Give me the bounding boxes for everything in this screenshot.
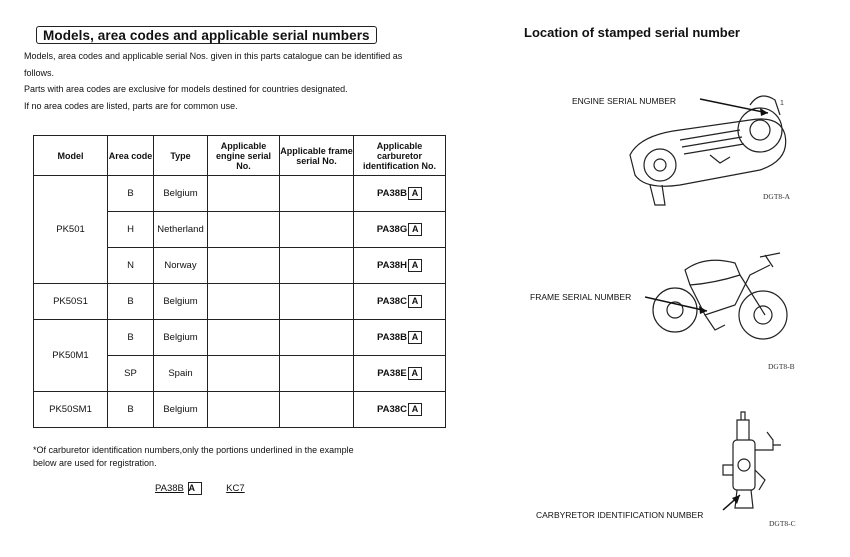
models-table bbox=[33, 135, 446, 428]
type-cell: Belgium bbox=[154, 284, 208, 320]
frame-serial-cell bbox=[280, 212, 354, 248]
carb-box: A bbox=[408, 259, 422, 272]
svg-text:1: 1 bbox=[780, 100, 784, 107]
carb-cell bbox=[354, 248, 446, 284]
carb-id: PA38H bbox=[377, 260, 407, 272]
type-cell: Belgium bbox=[154, 176, 208, 212]
frame-serial-cell bbox=[280, 320, 354, 356]
left-section bbox=[24, 26, 484, 114]
carb-id: PA38E bbox=[377, 368, 407, 380]
header-area-code: Area code bbox=[108, 136, 154, 176]
header-carburetor-id: Applicable carburetor identification No. bbox=[354, 136, 446, 176]
area-cell: H bbox=[108, 212, 154, 248]
carb-id: PA38C bbox=[377, 296, 407, 308]
footnote bbox=[33, 444, 413, 470]
section-heading: Models, area codes and applicable serial numbers bbox=[36, 26, 377, 44]
frame-serial-cell bbox=[280, 284, 354, 320]
carb-box: A bbox=[408, 403, 422, 416]
table-row bbox=[34, 392, 446, 428]
carb-id-label: CARBYRETOR IDENTIFICATION NUMBER bbox=[536, 510, 704, 520]
engine-serial-cell bbox=[208, 392, 280, 428]
frame-serial-cell bbox=[280, 248, 354, 284]
registration-example bbox=[155, 482, 245, 495]
footnote-line-1: *Of carburetor identification numbers,only the portions underlined in the example bbox=[33, 445, 354, 455]
header-type: Type bbox=[154, 136, 208, 176]
frame-serial-cell bbox=[280, 356, 354, 392]
type-cell: Spain bbox=[154, 356, 208, 392]
type-cell: Netherland bbox=[154, 212, 208, 248]
frame-serial-cell bbox=[280, 176, 354, 212]
carb-box: A bbox=[408, 187, 422, 200]
model-cell: PK50M1 bbox=[34, 320, 108, 392]
type-cell: Belgium bbox=[154, 392, 208, 428]
carb-cell bbox=[354, 176, 446, 212]
carb-box: A bbox=[408, 367, 422, 380]
intro-text bbox=[24, 48, 484, 114]
intro-line-3: Parts with area codes are exclusive for models destined for countries designated. bbox=[24, 84, 348, 94]
area-cell: B bbox=[108, 392, 154, 428]
intro-line-1: Models, area codes and applicable serial Nos. given in this parts catalogue can be identified as bbox=[24, 51, 403, 61]
carb-cell bbox=[354, 356, 446, 392]
carb-cell bbox=[354, 392, 446, 428]
intro-line-4: If no area codes are listed, parts are for common use. bbox=[24, 100, 238, 111]
carb-id: PA38C bbox=[377, 404, 407, 416]
frame-serial-cell bbox=[280, 392, 354, 428]
engine-serial-cell bbox=[208, 284, 280, 320]
table-row bbox=[34, 320, 446, 356]
area-cell: SP bbox=[108, 356, 154, 392]
table-row bbox=[34, 284, 446, 320]
engine-figure-code: DGT8-A bbox=[763, 192, 791, 201]
footnote-line-2: below are used for registration. bbox=[33, 458, 157, 468]
area-cell: B bbox=[108, 320, 154, 356]
model-cell: PK50SM1 bbox=[34, 392, 108, 428]
example-part-1: PA38B bbox=[155, 483, 184, 495]
carb-id: PA38B bbox=[377, 332, 407, 344]
carb-box: A bbox=[408, 223, 422, 236]
carb-box: A bbox=[408, 295, 422, 308]
carb-id: PA38G bbox=[376, 224, 408, 236]
header-engine-serial: Applicable engine serial No. bbox=[208, 136, 280, 176]
type-cell: Norway bbox=[154, 248, 208, 284]
table-header-row bbox=[34, 136, 446, 176]
engine-serial-cell bbox=[208, 176, 280, 212]
example-part-2: KC7 bbox=[226, 483, 245, 495]
engine-serial-cell bbox=[208, 356, 280, 392]
engine-serial-cell bbox=[208, 212, 280, 248]
engine-illustration bbox=[620, 85, 800, 215]
frame-serial-label: FRAME SERIAL NUMBER bbox=[530, 292, 632, 302]
area-cell: N bbox=[108, 248, 154, 284]
model-cell: PK50S1 bbox=[34, 284, 108, 320]
area-cell: B bbox=[108, 176, 154, 212]
intro-line-2: follows. bbox=[24, 67, 55, 78]
carb-cell bbox=[354, 284, 446, 320]
engine-serial-cell bbox=[208, 320, 280, 356]
carb-cell bbox=[354, 320, 446, 356]
carb-figure-code: DGT8-C bbox=[769, 519, 796, 528]
carb-cell bbox=[354, 212, 446, 248]
carburetor-illustration bbox=[715, 410, 785, 520]
carb-box: A bbox=[408, 331, 422, 344]
engine-serial-label: ENGINE SERIAL NUMBER bbox=[572, 96, 677, 106]
header-frame-serial: Applicable frame serial No. bbox=[280, 136, 354, 176]
header-model: Model bbox=[34, 136, 108, 176]
frame-illustration bbox=[645, 245, 795, 355]
model-cell: PK501 bbox=[34, 176, 108, 284]
engine-serial-cell bbox=[208, 248, 280, 284]
example-box: A bbox=[188, 482, 202, 495]
frame-figure-code: DGT8-B bbox=[768, 362, 795, 371]
right-title: Location of stamped serial number bbox=[524, 25, 740, 40]
carb-id: PA38B bbox=[377, 188, 407, 200]
type-cell: Belgium bbox=[154, 320, 208, 356]
area-cell: B bbox=[108, 284, 154, 320]
table-row bbox=[34, 176, 446, 212]
